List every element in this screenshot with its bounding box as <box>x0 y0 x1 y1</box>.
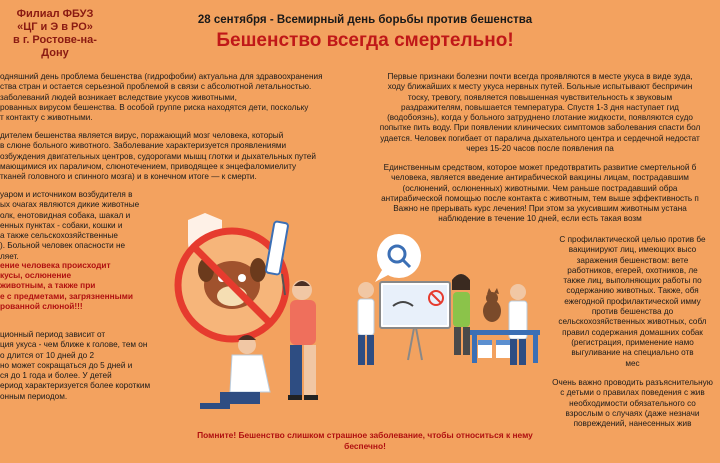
text-line: ежегодной профилактической имму <box>564 296 701 306</box>
text-line: Важно не прерывать курс лечения! При этом за укусившим животным устана <box>393 204 687 214</box>
text-line: животным, а также при <box>0 280 96 291</box>
text-line: дителем бешенства является вирус, поражающий мозг человека, который <box>0 131 284 140</box>
text-line: ся до 1 года и более. У детей <box>0 371 112 381</box>
text-line: ходу ближайших к месту укуса нервных путей. Больные испытывают беспричин <box>387 82 693 92</box>
text-line: беспечно! <box>344 441 386 451</box>
text-line: тканей головного и спинного мозга) и в конечном итоге — к смерти. <box>0 172 257 182</box>
doctor-presenter-figure <box>358 282 374 365</box>
patient-figure <box>288 280 318 400</box>
text-line: ства стран и остается серьезной проблемой в связи с абсолютной летальностью. <box>0 82 312 92</box>
text-line: сельскохозяйственных животных, собл <box>558 317 707 327</box>
org-line-3: в г. Ростове-на-Дону <box>13 34 97 59</box>
whiteboard <box>380 282 450 360</box>
text-line: онным периодом. <box>0 391 68 401</box>
veterinarian-figure <box>509 284 527 365</box>
text-line: содержанию животных. Также, обя <box>566 286 699 296</box>
text-line: олк, енотовидная собака, шакал и <box>0 210 131 220</box>
text-line: наблюдение в течение 10 дней, если есть такая возм <box>438 214 642 224</box>
text-line: мес <box>625 358 640 368</box>
text-line: тоску, тревогу, появляется повышенная чувствительность к звуковым <box>407 92 673 102</box>
text-line: заражения бешенством: вете <box>576 255 689 265</box>
org-line-1: Филиал ФБУЗ <box>16 8 94 20</box>
text-line: Помните! Бешенство слишком страшное заболевание, чтобы относиться к нему <box>197 430 533 440</box>
text-line: но может сокращаться до 5 дней и <box>0 360 133 370</box>
text-line: енных пунктах - собаки, кошки и <box>0 220 123 230</box>
text-line: попытке пить воду. При появлении клинических симптомов заболевания спасти бол <box>379 123 701 133</box>
text-line: а также сельскохозяйственные <box>0 231 118 241</box>
text-line: против бешенства до <box>591 307 674 317</box>
text-line: о длится от 10 дней до 2 <box>0 350 95 360</box>
magnifier-bubble-icon <box>375 234 421 282</box>
text-line: удается. Человек погибает от паралича дыхательного центра и сердечной недостат <box>380 133 700 143</box>
text-line: человека, является введение антирабической вакцины лицам, пострадавшим <box>391 173 689 183</box>
text-line: е с предметами, загрязненными <box>0 290 133 301</box>
text-line: Очень важно проводить разъяснительную <box>552 378 713 387</box>
text-line: вакцинируют лиц, имеющих высо <box>568 245 697 255</box>
table-with-vials <box>470 330 540 363</box>
text-line: (водобоязнь), когда у больного затруднено глотание жидкости, появляются судо <box>387 113 693 123</box>
text-line: ериод характеризуется более коротким <box>0 381 151 391</box>
text-line: Первые признаки болезни почти всегда проявляются в месте укуса в виде зуда, <box>387 72 693 81</box>
text-line: через 15-20 часов после появления па <box>466 144 614 154</box>
text-line: взрослым о случаях (даже незначи <box>565 408 700 418</box>
text-line: мающимися их параличом, слюнотечением, приводящее к энцефаломиелиту <box>0 161 297 171</box>
woman-figure <box>452 274 470 355</box>
date-line: 28 сентября - Всемирный день борьбы против бешенства <box>197 14 533 26</box>
text-line: ых очагах являются дикие животные <box>0 200 140 210</box>
text-line: выгуливание на специально отв <box>571 348 694 358</box>
text-line: с детьми о правилах поведения с жив <box>560 388 705 398</box>
org-line-2: «ЦГ и Э в РО» <box>17 21 93 33</box>
text-line: работников, егерей, охотников, ле <box>567 265 698 275</box>
page-title: Бешенство всегда смертельно! <box>216 30 514 51</box>
text-line: одняшний день проблема бешенства (гидрофобии) актуальна для здравоохранения <box>0 72 323 81</box>
text-line: рованных вирусом бешенства. В особой группе риска находятся дети, поскольку <box>0 102 309 112</box>
text-line: антирабической помощью после контакта с животным, тем выше эффективность п <box>381 193 699 203</box>
text-line: также лиц, выполняющих работы по <box>563 276 702 286</box>
text-line: т контакту с животными. <box>0 113 93 123</box>
text-line: С профилактической целью против бе <box>559 235 706 244</box>
text-line: кусы, ослюнение <box>0 270 72 281</box>
text-line: ение человека происходит <box>0 260 111 270</box>
text-line: Единственным средством, которое может предотвратить развитие смертельной б <box>383 163 697 172</box>
text-line: раздражителям, повышается температура. Спустя 1-3 дня наступает гид <box>401 102 679 112</box>
text-line: повреждений, нанесенных жив <box>573 419 692 429</box>
text-line: уаром и источником возбудителя в <box>0 190 133 199</box>
text-line: ционный период зависит от <box>0 330 106 339</box>
text-line: рованной слюной!!! <box>0 300 83 311</box>
text-line: необходимости обязательного со <box>569 398 696 408</box>
text-line: заболеваний людей возникает вследствие укусов животными, <box>0 92 237 102</box>
text-line: (регистрация, применение намо <box>571 337 694 347</box>
text-line: ция укуса - чем ближе к голове, тем он <box>0 340 148 350</box>
text-line: озбуждения двигательных центров, судорогами мышц глотки и дыхательных путей <box>0 151 316 161</box>
text-line: в слюне больного животного. Заболевание характеризуется проявлениями <box>0 141 287 151</box>
text-line: правил содержания домашних собак <box>562 327 703 337</box>
text-line: ). Больной человек опасности не <box>0 241 126 251</box>
doctor-kneeling-figure <box>200 335 270 409</box>
text-line: ляет. <box>0 251 19 261</box>
cat-icon <box>483 288 501 322</box>
text-line: (ослюнений, ослюненных) животными. Чем раньше пострадавший обра <box>402 183 678 193</box>
